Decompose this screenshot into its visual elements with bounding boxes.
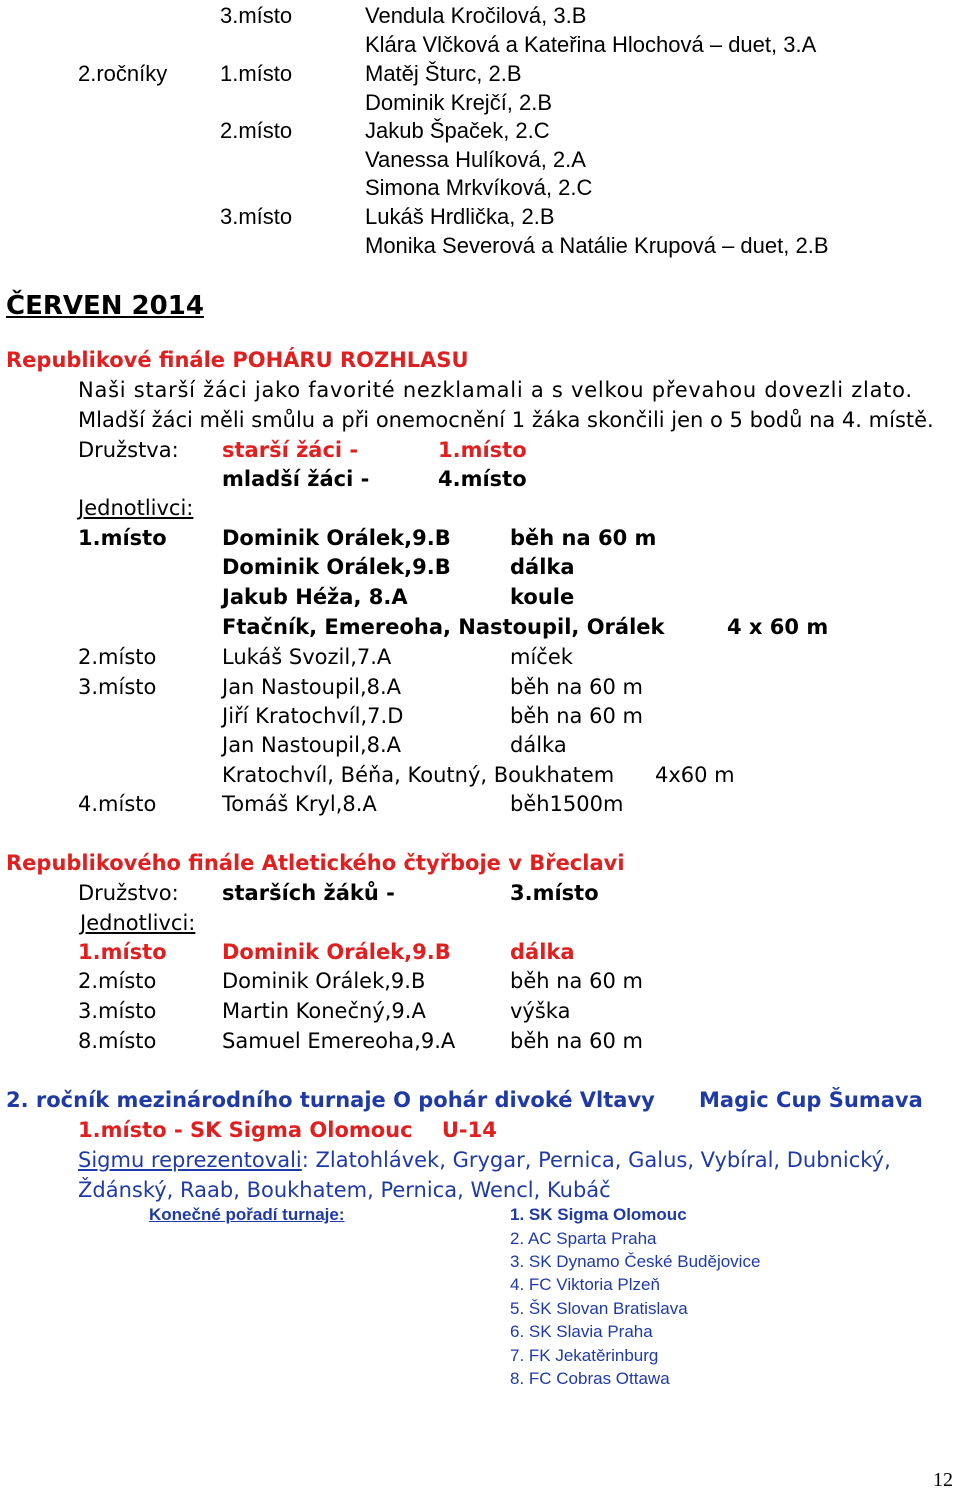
athlete-name: Jakub Héža, 8.A — [222, 585, 408, 609]
place-label: 1.místo — [220, 61, 293, 86]
section-title: Republikové finále POHÁRU ROZHLASU — [6, 348, 469, 372]
result-name: Monika Severová a Natálie Krupová – duet, 2.B — [365, 233, 829, 258]
event-name: dálka — [510, 555, 575, 579]
place-label: 1.místo — [78, 940, 167, 964]
paragraph: Naši starší žáci jako favorité nezklamali a s velkou převahou dovezli zlato. — [78, 378, 913, 402]
team-place: 3.místo — [510, 881, 599, 905]
result-name: Dominik Krejčí, 2.B — [365, 90, 553, 115]
paragraph: Mladší žáci měli smůlu a při onemocnění 1 žáka skončili jen o 5 bodů na 4. místě. — [78, 408, 934, 432]
grade-label: 2.ročníky — [78, 61, 168, 86]
athlete-name: Jan Nastoupil,8.A — [222, 733, 402, 757]
team-category: starších žáků - — [222, 881, 395, 905]
result-name: Lukáš Hrdlička, 2.B — [365, 204, 555, 229]
standings-item: 1. SK Sigma Olomouc — [510, 1205, 687, 1224]
event-name: běh na 60 m — [510, 704, 643, 728]
standings-item: 6. SK Slavia Praha — [510, 1322, 653, 1341]
individuals-label: Jednotlivci: — [80, 911, 196, 935]
event-name: míček — [510, 645, 573, 669]
relay-names: Kratochvíl, Béňa, Koutný, Boukhatem — [222, 763, 615, 787]
result-name: Vendula Kročilová, 3.B — [365, 3, 587, 28]
place-label: 2.místo — [78, 645, 157, 669]
place-label: 3.místo — [220, 204, 293, 229]
relay-names: Ftačník, Emereoha, Nastoupil, Orálek — [222, 615, 665, 639]
athlete-name: Dominik Orálek,9.B — [222, 555, 451, 579]
place-label: 4.místo — [78, 792, 157, 816]
event-name: běh na 60 m — [510, 969, 643, 993]
standings-item: 2. AC Sparta Praha — [510, 1229, 657, 1248]
tournament-name: Magic Cup Šumava — [699, 1088, 923, 1112]
athlete-name: Jiří Kratochvíl,7.D — [222, 704, 404, 728]
team-category: starší žáci - — [222, 438, 359, 462]
standings-item: 7. FK Jekatěrinburg — [510, 1346, 659, 1365]
representatives-colon: : — [301, 1148, 309, 1172]
standings-item: 5. ŠK Slovan Bratislava — [510, 1299, 688, 1318]
team-label: Družstvo: — [78, 881, 179, 905]
athlete-name: Samuel Emereoha,9.A — [222, 1029, 456, 1053]
tournament-title: 2. ročník mezinárodního turnaje O pohár divoké Vltavy — [6, 1088, 655, 1112]
teams-label: Družstva: — [78, 438, 179, 462]
place-label: 3.místo — [78, 999, 157, 1023]
representatives-names: Zlatohlávek, Grygar, Pernica, Galus, Vybíral, Dubnický, — [308, 1148, 891, 1172]
relay-event: 4x60 m — [655, 763, 735, 787]
individuals-label: Jednotlivci: — [78, 496, 194, 520]
place-label: 1.místo — [78, 526, 167, 550]
place-label: 3.místo — [220, 3, 293, 28]
event-name: běh na 60 m — [510, 526, 657, 550]
place-label: 3.místo — [78, 675, 157, 699]
event-name: koule — [510, 585, 575, 609]
event-name: běh1500m — [510, 792, 624, 816]
place-label: 2.místo — [78, 969, 157, 993]
team-place: 4.místo — [438, 467, 527, 491]
place-label: 8.místo — [78, 1029, 157, 1053]
standings-label: Konečné pořadí turnaje: — [149, 1205, 345, 1224]
representatives-label: Sigmu reprezentovali — [78, 1148, 302, 1172]
athlete-name: Dominik Orálek,9.B — [222, 526, 451, 550]
athlete-name: Tomáš Kryl,8.A — [222, 792, 377, 816]
athlete-name: Martin Konečný,9.A — [222, 999, 426, 1023]
event-name: výška — [510, 999, 571, 1023]
standings-item: 3. SK Dynamo České Budějovice — [510, 1252, 761, 1271]
result-name: Simona Mrkvíková, 2.C — [365, 175, 593, 200]
team-category: mladší žáci - — [222, 467, 370, 491]
result-name: Vanessa Hulíková, 2.A — [365, 147, 586, 172]
relay-event: 4 x 60 m — [727, 615, 829, 639]
representatives-line — [78, 1150, 891, 1171]
result-name: Klára Vlčková a Kateřina Hlochová – duet, 3.A — [365, 32, 817, 57]
athlete-name: Jan Nastoupil,8.A — [222, 675, 402, 699]
athlete-name: Lukáš Svozil,7.A — [222, 645, 392, 669]
tournament-result: 1.místo - SK Sigma Olomouc U-14 — [78, 1118, 497, 1142]
place-label: 2.místo — [220, 118, 293, 143]
representatives-names: Ždánský, Raab, Boukhatem, Pernica, Wencl, Kubáč — [78, 1178, 611, 1202]
result-name: Jakub Špaček, 2.C — [365, 118, 550, 143]
team-place: 1.místo — [438, 438, 527, 462]
event-name: běh na 60 m — [510, 675, 643, 699]
page-number: 12 — [933, 1469, 953, 1491]
result-name: Matěj Šturc, 2.B — [365, 61, 522, 86]
athlete-name: Dominik Orálek,9.B — [222, 940, 451, 964]
event-name: dálka — [510, 940, 575, 964]
athlete-name: Dominik Orálek,9.B — [222, 969, 426, 993]
standings-item: 8. FC Cobras Ottawa — [510, 1369, 670, 1388]
event-name: dálka — [510, 733, 567, 757]
standings-item: 4. FC Viktoria Plzeň — [510, 1275, 660, 1294]
section-title: Republikového finále Atletického čtyřboje v Břeclavi — [6, 851, 625, 875]
month-heading: ČERVEN 2014 — [6, 291, 204, 321]
event-name: běh na 60 m — [510, 1029, 643, 1053]
